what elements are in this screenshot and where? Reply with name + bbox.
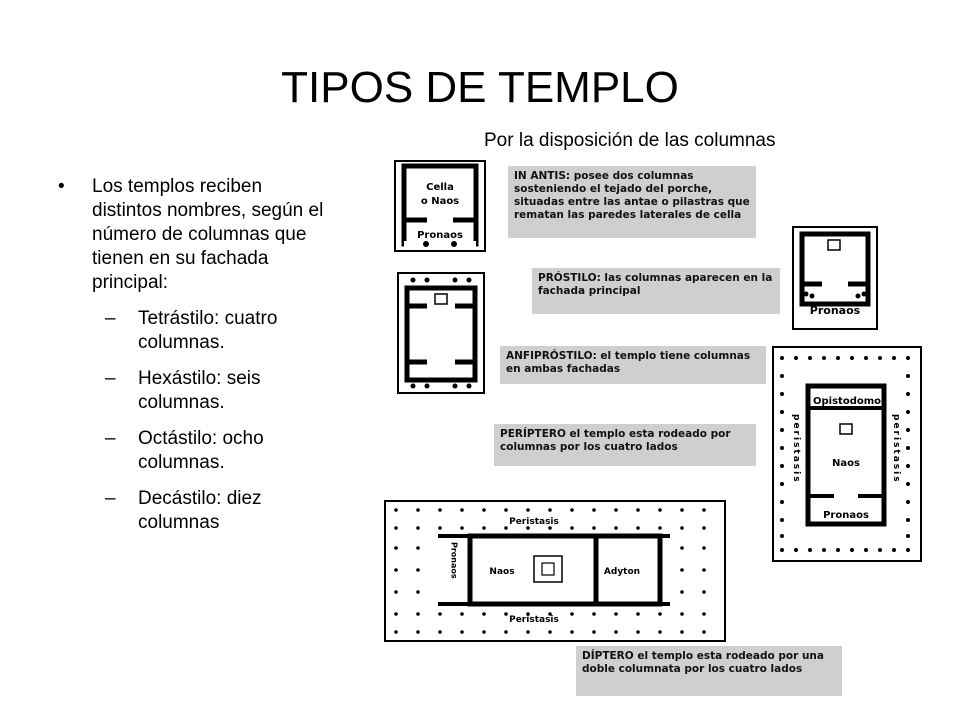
bullet-text: Los templos reciben distintos nombres, según el número de columnas que tienen en su fachada principal: — [92, 176, 324, 293]
caption-anfiprostilo: ANFIPRÓSTILO: el templo tiene columnas en ambas fachadas — [500, 346, 766, 384]
caption-in-antis: IN ANTIS: posee dos columnas sosteniendo el tejado del porche, situadas entre las antae o pilastras que rematan las paredes laterales de cella — [508, 166, 756, 238]
sub-bullet-list — [58, 307, 328, 535]
plan-periptero — [772, 346, 922, 562]
plan-label-adyton: Adyton — [603, 567, 641, 577]
bullet-list — [58, 175, 328, 547]
plan-diptero — [384, 500, 726, 642]
sub-bullet-item — [58, 367, 328, 415]
plan-label-pronaos-vertical: Pronaos — [449, 542, 459, 579]
dash-icon: – — [105, 368, 116, 389]
caption-diptero: DÍPTERO el templo esta rodeado por una doble columnata por los cuatro lados — [576, 646, 842, 696]
sub-bullet-text: Octástilo: ocho columnas. — [138, 428, 264, 473]
plan-in-antis — [394, 160, 486, 252]
sub-bullet-text: Decástilo: diez columnas — [138, 488, 262, 533]
dash-icon: – — [105, 428, 116, 449]
plan-anfiprostilo — [397, 272, 485, 394]
plan-label-cella: Cella — [426, 182, 454, 193]
plan-label-peristasis-bottom: Peristasis — [509, 615, 559, 625]
sub-bullet-item — [58, 307, 328, 355]
bullet-item-main — [58, 175, 328, 295]
sub-bullet-item — [58, 487, 328, 535]
plan-label-peristasis-left: peristasis — [791, 414, 801, 484]
plan-prostilo — [792, 226, 878, 330]
sub-bullet-item — [58, 427, 328, 475]
dash-icon: – — [105, 308, 116, 329]
plan-label-opistodomos: Opistodomos — [813, 396, 887, 407]
plan-label-o-naos: o Naos — [420, 196, 460, 207]
plan-label-naos: Naos — [832, 458, 860, 469]
bullet-dot-icon: • — [58, 176, 65, 197]
plan-label-pronaos: Pronaos — [417, 230, 463, 241]
plan-label-peristasis-right: peristasis — [891, 414, 901, 484]
sub-bullet-text: Tetrástilo: cuatro columnas. — [138, 308, 278, 353]
plan-label-pronaos: Pronaos — [823, 510, 869, 521]
caption-prostilo: PRÓSTILO: las columnas aparecen en la fachada principal — [532, 268, 780, 314]
sub-bullet-text: Hexástilo: seis columnas. — [138, 368, 261, 413]
plan-label-peristasis-top: Peristasis — [509, 517, 559, 527]
dash-icon: – — [105, 488, 116, 509]
plan-label-naos: Naos — [489, 567, 515, 577]
slide-title: TIPOS DE TEMPLO — [281, 63, 679, 112]
caption-periptero: PERÍPTERO el templo esta rodeado por columnas por los cuatro lados — [494, 424, 756, 466]
slide-subtitle: Por la disposición de las columnas — [484, 130, 776, 151]
plan-label-pronaos: Pronaos — [809, 304, 861, 317]
